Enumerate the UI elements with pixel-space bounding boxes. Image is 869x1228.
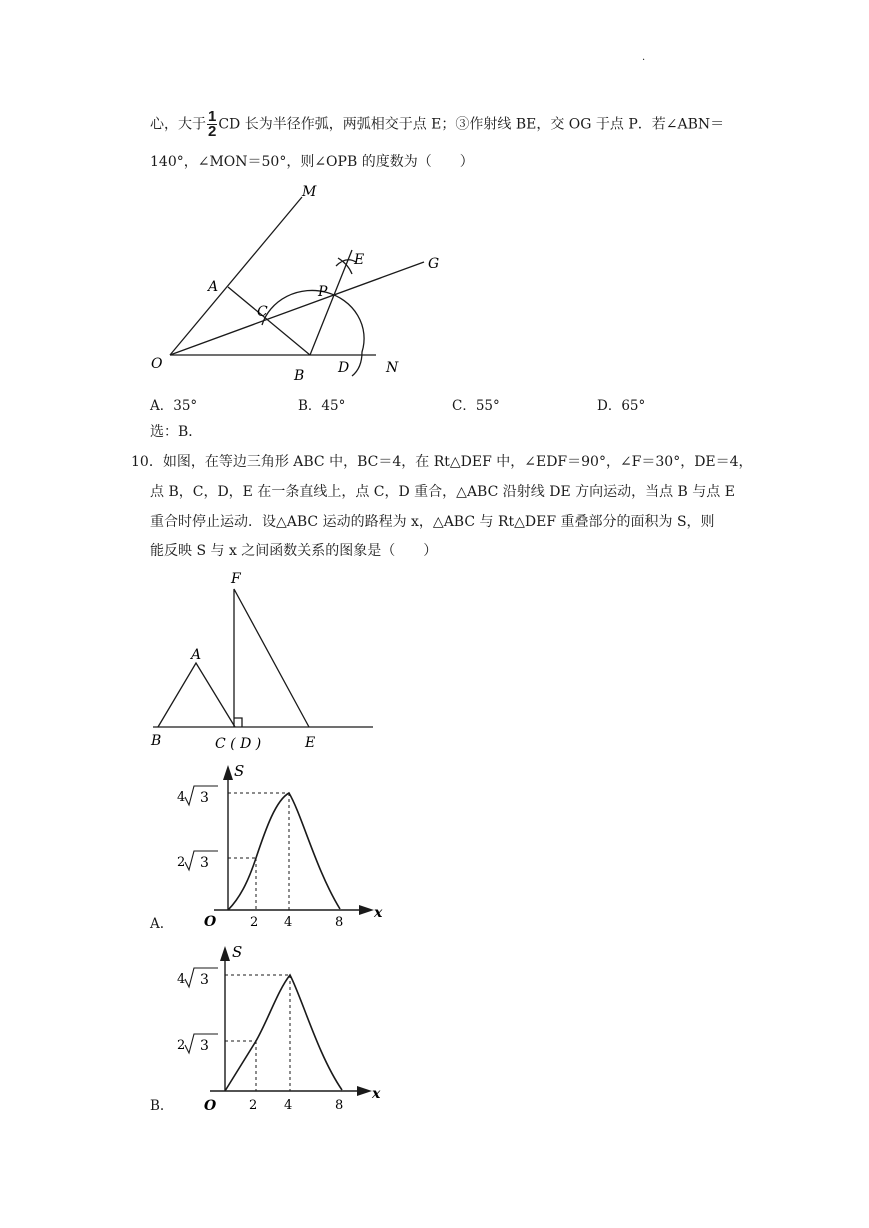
- origin-label: O: [204, 1098, 217, 1114]
- graph-b: [170, 940, 390, 1115]
- label-c: C: [257, 304, 268, 320]
- label-g: G: [428, 256, 440, 272]
- q9-line-2: 140°，∠MON＝50°，则∠OPB 的度数为（ ）: [150, 154, 474, 170]
- segment-ab: [228, 287, 310, 355]
- label-p: P: [318, 284, 328, 300]
- axis-label-x: x: [372, 1086, 381, 1102]
- q10-line-2: 点 B，C，D，E 在一条直线上，点 C，D 重合，△ABC 沿射线 DE 方向运动，当点 B 与点 E: [150, 484, 735, 500]
- fraction-numerator: 1: [208, 108, 217, 125]
- label-m: M: [302, 184, 317, 200]
- origin-label: O: [204, 914, 217, 930]
- q9-option-b: B．45°: [298, 398, 346, 414]
- x-tick-8: 8: [335, 915, 344, 930]
- q9-option-d: D．65°: [597, 398, 646, 414]
- curve-a: [228, 793, 340, 910]
- y-tick-2-coef: 2: [177, 855, 186, 870]
- q10-line-1: 10．如图，在等边三角形 ABC 中，BC＝4，在 Rt△DEF 中，∠EDF＝90°，∠F＝30°，DE＝4，: [131, 454, 753, 470]
- x-axis-arrow: [359, 905, 374, 915]
- label-f: F: [231, 571, 241, 587]
- y-tick-4-coef: 4: [177, 790, 186, 805]
- label-e: E: [305, 735, 316, 751]
- label-b: B: [151, 733, 162, 749]
- axis-label-s: S: [232, 943, 243, 961]
- q9-line-1-post: CD 长为半径作弧，两弧相交于点 E；③作射线 BE，交 OG 于点 P．若∠ABN＝: [218, 116, 725, 133]
- fraction-denominator: 2: [208, 123, 217, 140]
- curve-b: [225, 975, 342, 1091]
- y-axis-arrow: [223, 765, 233, 780]
- label-n: N: [386, 360, 399, 376]
- q10-triangles-figure: [145, 566, 380, 756]
- y-tick-4-rad: 3: [200, 790, 209, 806]
- x-tick-4: 4: [284, 915, 293, 930]
- fraction-one-half: [207, 110, 217, 139]
- q10-line-4: 能反映 S 与 x 之间函数关系的图象是（ ）: [150, 543, 438, 559]
- x-tick-8: 8: [335, 1098, 344, 1113]
- x-tick-2: 2: [249, 1098, 258, 1113]
- graph-a-option-label: A.: [150, 916, 165, 932]
- y-tick-2-coef: 2: [177, 1038, 186, 1053]
- graph-a: [170, 760, 390, 935]
- axis-label-s: S: [234, 762, 245, 780]
- header-mark: .: [642, 52, 646, 63]
- y-tick-2-rad: 3: [200, 855, 209, 871]
- label-b: B: [294, 368, 305, 383]
- label-d: D: [338, 360, 350, 376]
- q9-option-c: C．55°: [452, 398, 500, 414]
- right-angle-mark: [234, 718, 242, 727]
- triangle-def: [234, 589, 309, 727]
- x-tick-2: 2: [250, 915, 259, 930]
- y-axis-arrow: [220, 946, 230, 961]
- q9-option-a: A．35°: [150, 398, 198, 414]
- q9-line-1: [150, 110, 724, 139]
- label-a: A: [191, 647, 202, 663]
- y-tick-2-rad: 3: [200, 1038, 209, 1054]
- axis-label-x: x: [374, 905, 383, 921]
- label-o: O: [151, 356, 163, 372]
- q9-line-1-pre: 心，大于: [150, 116, 206, 133]
- graph-b-option-label: B.: [150, 1098, 165, 1114]
- q9-answer: 选：B．: [150, 424, 203, 440]
- y-tick-4-coef: 4: [177, 972, 186, 987]
- q10-line-3: 重合时停止运动．设△ABC 运动的路程为 x，△ABC 与 Rt△DEF 重叠部分的面积为 S，则: [150, 514, 715, 530]
- x-tick-4: 4: [284, 1098, 293, 1113]
- label-c-d: C ( D ): [215, 736, 262, 752]
- x-axis-arrow: [357, 1086, 372, 1096]
- q9-geometry-figure: [145, 178, 450, 383]
- label-a: A: [208, 279, 219, 295]
- triangle-abc: [158, 663, 235, 727]
- y-tick-4-rad: 3: [200, 972, 209, 988]
- label-e: E: [354, 252, 365, 268]
- ray-be: [310, 250, 352, 355]
